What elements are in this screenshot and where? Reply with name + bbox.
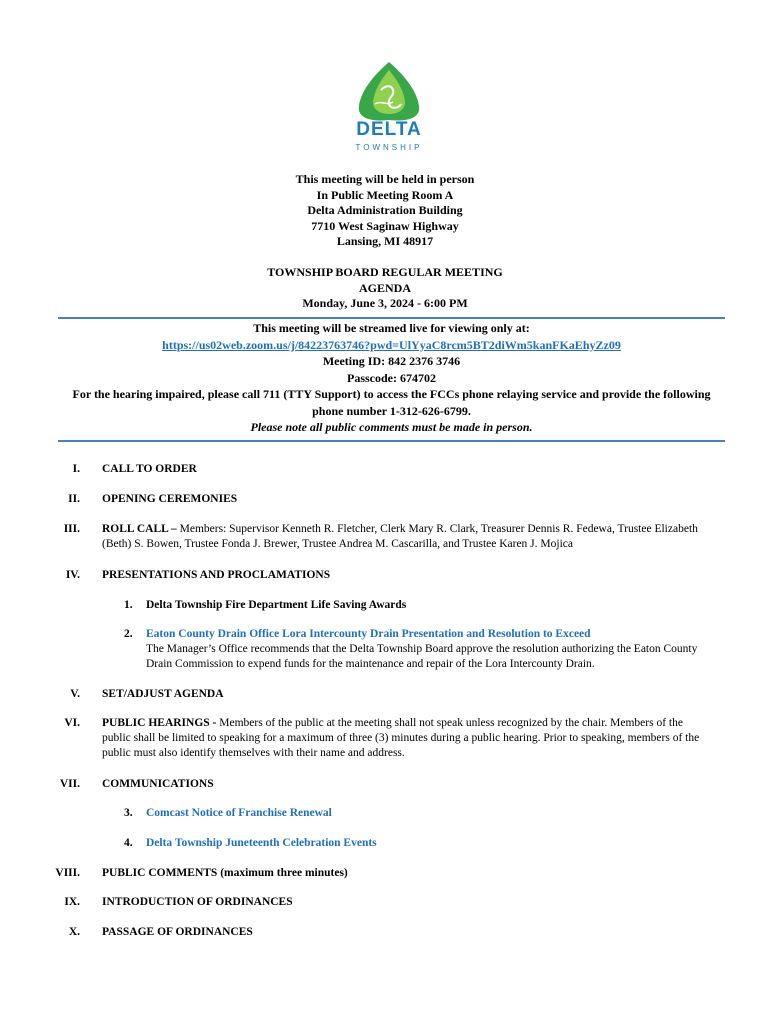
item-number: VII. — [59, 778, 80, 790]
sub-item-number: 2. — [124, 628, 133, 640]
meeting-date: Monday, June 3, 2024 - 6:00 PM — [302, 296, 468, 310]
sub-item-comcast — [124, 806, 714, 821]
bottom-divider — [58, 440, 725, 442]
item-title: OPENING CEREMONIES — [102, 493, 238, 505]
item-title: INTRODUCTION OF ORDINANCES — [102, 896, 293, 908]
sub-item-juneteenth — [124, 836, 714, 851]
logo-word: DELTA — [356, 119, 422, 140]
item-number: VI. — [64, 717, 80, 729]
sub-item-lora-drain — [124, 627, 714, 672]
meeting-id: Meeting ID: 842 2376 3746 — [322, 354, 461, 368]
item-number: IX. — [64, 896, 80, 908]
stream-intro: This meeting will be streamed live for viewing only at: — [253, 321, 530, 335]
item-text: Members: Supervisor Kenneth R. Fletcher, Clerk Mary R. Clark, Treasurer Dennis R. Fedewa, Trustee Elizabeth (Beth) S. Bowen, Trustee Fonda J. Brewer, Trustee Andrea M. Cascarilla, and Trustee Karen J. Mojica — [102, 523, 698, 550]
meeting-title: TOWNSHIP BOARD REGULAR MEETING — [267, 265, 503, 279]
logo-subword: TOWNSHIP — [355, 143, 423, 152]
item-title: COMMUNICATIONS — [102, 778, 214, 790]
sub-item-fire-awards — [124, 598, 714, 613]
item-number: X. — [68, 926, 80, 938]
delta-township-logo — [343, 60, 435, 160]
sub-item-title: Delta Township Fire Department Life Saving Awards — [146, 599, 407, 611]
comcast-link[interactable]: Comcast Notice of Franchise Renewal — [146, 807, 332, 819]
sub-item-number: 1. — [124, 599, 133, 611]
item-text: Members of the public at the meeting shall not speak unless recognized by the chair. Members of the public shall be limited to speaking for a maximum of three (3) minutes during a public hearing. Prior to speaking, members of the public must also identify themselves with their name and address. — [102, 717, 700, 759]
item-number: VIII. — [55, 867, 80, 879]
juneteenth-link[interactable]: Delta Township Juneteenth Celebration Events — [146, 837, 377, 849]
item-number: II. — [68, 493, 80, 505]
location-line: This meeting will be held in person — [295, 172, 475, 186]
lora-drain-link[interactable]: Eaton County Drain Office Lora Intercounty Drain Presentation and Resolution to Exceed — [146, 628, 591, 640]
meeting-location — [0, 172, 770, 250]
location-line: Lansing, MI 48917 — [336, 234, 434, 248]
public-comment-note: Please note all public comments must be made in person. — [250, 420, 533, 434]
sub-item-description: The Manager’s Office recommends that the Delta Township Board approve the resolution authorizing the Eaton County Drain Commission to expend funds for the maintenance and repair of the Lora Intercounty Drain. — [146, 643, 698, 670]
item-title: PUBLIC COMMENTS (maximum three minutes) — [102, 867, 348, 879]
top-divider — [58, 317, 725, 319]
hearing-impaired-note: For the hearing impaired, please call 711 (TTY Support) to access the FCCs phone relaying service and provide the following phone number 1-312-626-6799. — [72, 387, 711, 418]
location-line: Delta Administration Building — [307, 203, 463, 217]
passcode: Passcode: 674702 — [347, 370, 436, 385]
item-title: ROLL CALL – — [102, 523, 177, 535]
item-number: V. — [70, 688, 80, 700]
meeting-title-block — [0, 265, 770, 312]
item-title: PRESENTATIONS AND PROCLAMATIONS — [102, 569, 331, 581]
location-line: In Public Meeting Room A — [316, 187, 454, 202]
location-line: 7710 West Saginaw Highway — [311, 218, 459, 233]
zoom-link[interactable]: https://us02web.zoom.us/j/84223763746?pwd=UlYyaC8rcm5BT2diWm5kanFKaEhyZz09 — [162, 337, 621, 352]
item-number: I. — [72, 463, 80, 475]
item-title: SET/ADJUST AGENDA — [102, 688, 224, 700]
sub-item-number: 4. — [124, 837, 133, 849]
item-title: PASSAGE OF ORDINANCES — [102, 926, 253, 938]
sub-item-number: 3. — [124, 807, 133, 819]
agenda-heading: AGENDA — [358, 280, 411, 295]
item-number: IV. — [65, 569, 80, 581]
item-number: III. — [63, 523, 80, 535]
item-title: PUBLIC HEARINGS - — [102, 717, 217, 729]
item-title: CALL TO ORDER — [102, 463, 197, 475]
leaf-logo-icon — [343, 60, 435, 122]
stream-info — [58, 320, 725, 436]
